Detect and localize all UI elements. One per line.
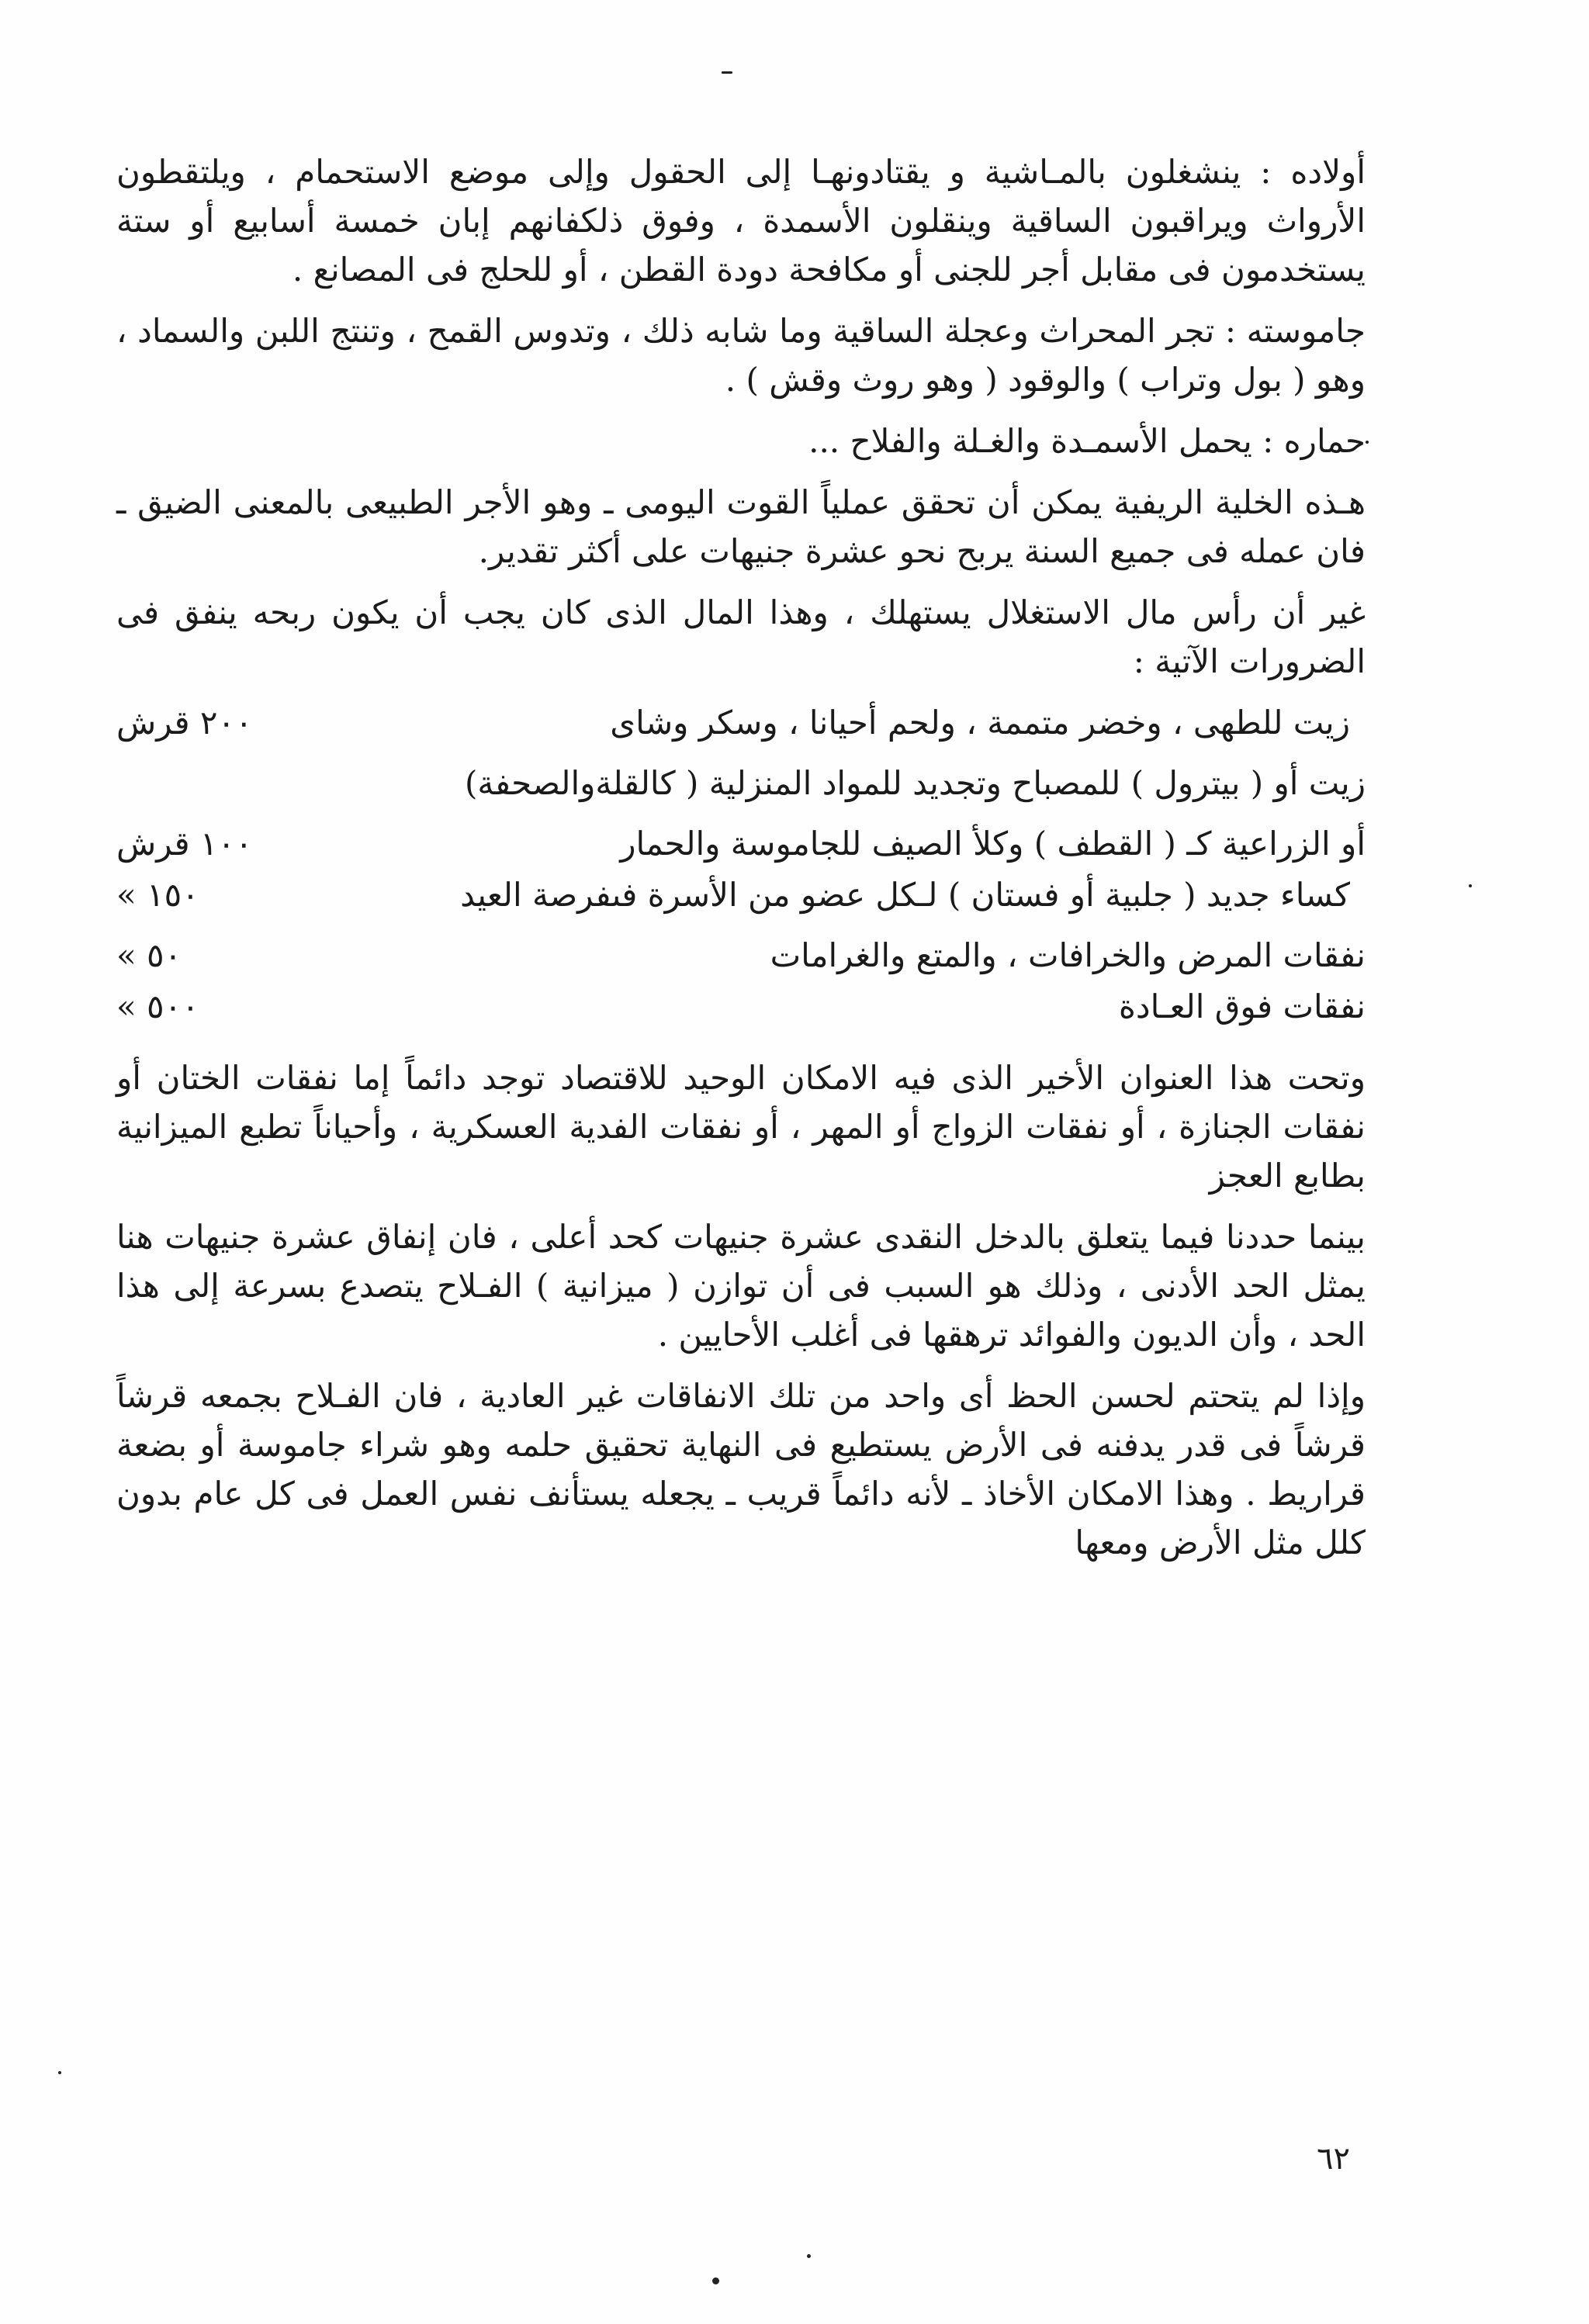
expense-row — [116, 870, 1366, 931]
expense-row — [116, 931, 1366, 982]
expense-list — [116, 698, 1366, 1043]
expense-label: زيت للطهى ، وخضر متممة ، ولحم أحيانا ، وسكر وشاى — [610, 704, 1350, 742]
scan-speck — [58, 2071, 61, 2074]
paragraph-buffalo: جاموسته : تجر المحراث وعجلة الساقية وما شابه ذلك ، وتدوس القمح ، وتنتج اللبن والسماد ، وهو ( بول وتراب ) والوقود ( وهو روث وقش ) . — [116, 312, 1366, 399]
expense-label: نفقات المرض والخرافات ، والمتع والغرامات — [770, 936, 1366, 974]
expense-label: كساء جديد ( جلبية أو فستان ) لـكل عضو من الأسرة فىفرصة العيد — [460, 876, 1350, 914]
paragraph-savings: وإذا لم يتحتم لحسن الحظ أى واحد من تلك الانفاقات غير العادية ، فان الفـلاح بجمعه قرشاً قرشاً فى قدر يدفنه فى الأرض يستطيع فى النهاية تحقيق حلمه وهو شراء جاموسة أو بضعة قراريط . وهذا الامكان الأخاذ ـ لأنه دائماً قريب ـ يجعله يستأنف نفس العمل فى كل عام بدون كلل مثل الأرض ومعها — [116, 1377, 1366, 1561]
page-number: ٦٢ — [1317, 2141, 1350, 2177]
scan-speck — [722, 71, 732, 74]
paragraph-extraordinary: وتحت هذا العنوان الأخير الذى فيه الامكان الوحيد للاقتصاد توجد دائماً إما نفقات الختان أو نفقات الجنازة ، أو نفقات الزواج أو المهر ، أو نفقات الفدية العسكرية ، وأحياناً تطبع الميزانية بطابع العجز — [116, 1059, 1366, 1195]
expense-amount: ٥٠ » — [116, 936, 182, 974]
scan-speck — [712, 2277, 719, 2284]
expense-row — [116, 698, 1366, 759]
expense-amount: ٢٠٠ قرش — [116, 704, 253, 742]
body-text — [116, 147, 1366, 1579]
expense-amount: ١٠٠ قرش — [116, 825, 253, 863]
expense-amount: ٥٠٠ » — [116, 987, 199, 1025]
paragraph-rural-cell: هـذه الخلية الريفية يمكن أن تحقق عملياً القوت اليومى ـ وهو الأجر الطبيعى بالمعنى الضيق ـ فان عمله فى جميع السنة يربح نحو عشرة جنيهات على أكثر تقدير. — [116, 483, 1366, 570]
expense-label: زيت أو ( بيترول ) للمصباح وتجديد للمواد المنزلية ( كالقلةوالصحفة) — [464, 764, 1366, 802]
expense-amount: ١٥٠ » — [116, 876, 199, 914]
paragraph-budget-balance: بينما حددنا فيما يتعلق بالدخل النقدى عشرة جنيهات كحد أعلى ، فان إنفاق عشرة جنيهات هنا يمثل الحد الأدنى ، وذلك هو السبب فى أن توازن ( ميزانية ) الفـلاح يتصدع بسرعة إلى هذا الحد ، وأن الديون والفوائد ترهقها فى أغلب الأحايين . — [116, 1218, 1366, 1354]
expense-row — [116, 819, 1366, 870]
expense-row — [116, 759, 1366, 819]
scan-speck — [1366, 441, 1369, 444]
expense-label: أو الزراعية كـ ( القطف ) وكلأ الصيف للجاموسة والحمار — [620, 825, 1366, 863]
expense-row — [116, 982, 1366, 1043]
expense-label: نفقات فوق العـادة — [1118, 987, 1366, 1025]
paragraph-capital: غير أن رأس مال الاستغلال يستهلك ، وهذا المال الذى كان يجب أن يكون ربحه ينفق فى الضرورات الآتية : — [116, 593, 1366, 680]
paragraph-donkey: حماره : يحمل الأسمـدة والغـلة والفلاح ... — [808, 422, 1366, 460]
scan-speck — [807, 2254, 811, 2258]
scan-speck — [1469, 884, 1472, 887]
paragraph-children: أولاده : ينشغلون بالمـاشية و يقتادونهـا إلى الحقول وإلى موضع الاستحمام ، ويلتقطون الأرواث ويراقبون الساقية وينقلون الأسمدة ، وفوق ذلكفانهم إبان خمسة أسابيع أو ستة يستخدمون فى مقابل أجر للجنى أو مكافحة دودة القطن ، أو للحلج فى المصانع . — [116, 153, 1366, 289]
